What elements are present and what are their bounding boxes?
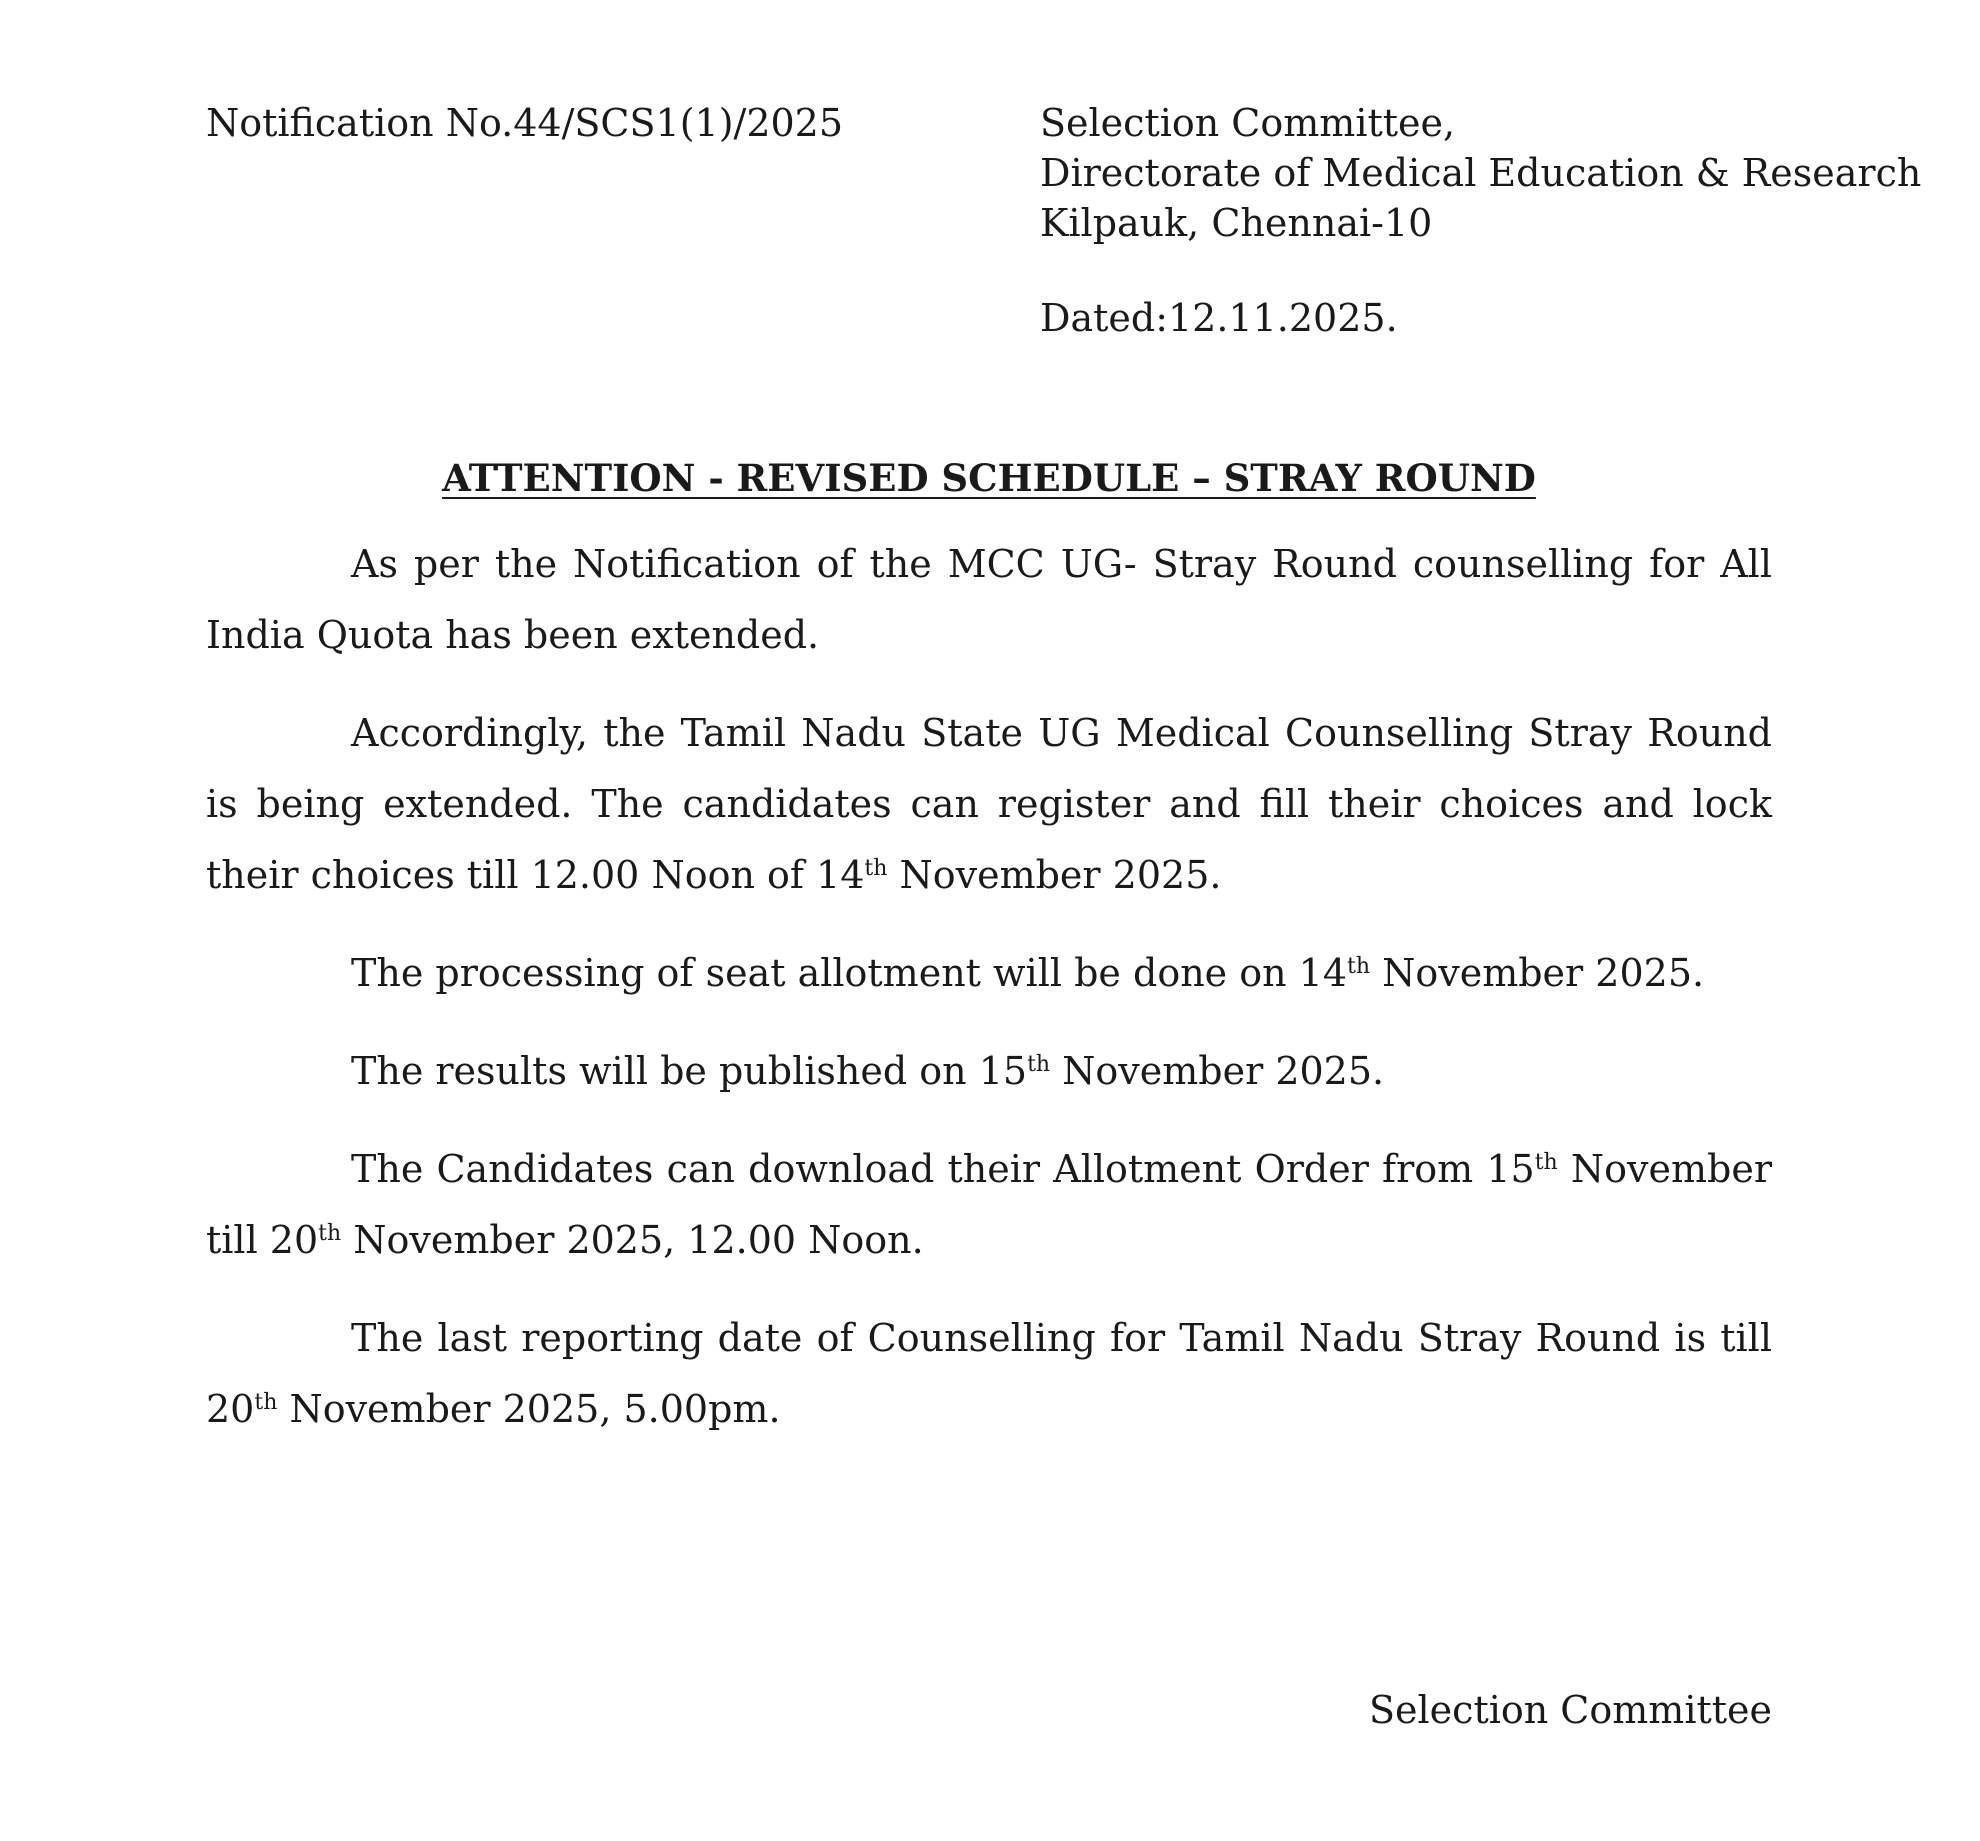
paragraph-4-text-a: The results will be published on 15: [351, 1049, 1028, 1093]
ordinal-suffix: th: [1027, 1052, 1051, 1077]
notice-body: [206, 529, 1772, 1445]
ordinal-suffix: th: [254, 1390, 278, 1415]
notification-number: Notification No.44/SCS1(1)/2025: [206, 101, 844, 145]
paragraph-1: [206, 529, 1772, 671]
ordinal-suffix: th: [864, 856, 888, 881]
notice-title: ATTENTION - REVISED SCHEDULE – STRAY ROUND: [442, 456, 1536, 500]
paragraph-4-text-b: November 2025.: [1050, 1049, 1385, 1093]
issuer-address: [1040, 98, 1921, 248]
paragraph-4: [206, 1036, 1772, 1107]
ordinal-suffix: th: [1347, 954, 1371, 979]
paragraph-2-text-b: November 2025.: [887, 853, 1222, 897]
paragraph-3-text-b: November 2025.: [1370, 951, 1705, 995]
paragraph-6-text-b: November 2025, 5.00pm.: [277, 1387, 781, 1431]
paragraph-3-text-a: The processing of seat allotment will be done on 14: [351, 951, 1348, 995]
signature: Selection Committee: [1369, 1688, 1772, 1732]
paragraph-1-text: As per the Notification of the MCC UG- Stray Round counselling for All India Quota has been extended.: [206, 542, 1772, 657]
paragraph-2-text-a: Accordingly, the Tamil Nadu State UG Medical Counselling Stray Round is being extended. The candidates can register and fill their choices and lock their choices till 12.00 Noon of 14: [206, 711, 1772, 897]
ordinal-suffix: th: [1534, 1150, 1558, 1175]
ordinal-suffix: th: [318, 1221, 342, 1246]
address-line-1: Selection Committee,: [1040, 101, 1456, 145]
paragraph-3: [206, 938, 1772, 1009]
paragraph-5-text-b: November till 20: [206, 1147, 1772, 1262]
paragraph-6-text-a: The last reporting date of Counselling for Tamil Nadu Stray Round is till 20: [206, 1316, 1772, 1431]
paragraph-5-text-a: The Candidates can download their Allotment Order from 15: [351, 1147, 1535, 1191]
paragraph-6: [206, 1303, 1772, 1445]
paragraph-5: [206, 1134, 1772, 1276]
date-line: Dated:12.11.2025.: [1040, 296, 1398, 340]
paragraph-2: [206, 698, 1772, 911]
paragraph-5-text-c: November 2025, 12.00 Noon.: [341, 1218, 924, 1262]
address-line-2: Directorate of Medical Education & Research: [1040, 151, 1922, 195]
address-line-3: Kilpauk, Chennai-10: [1040, 201, 1433, 245]
